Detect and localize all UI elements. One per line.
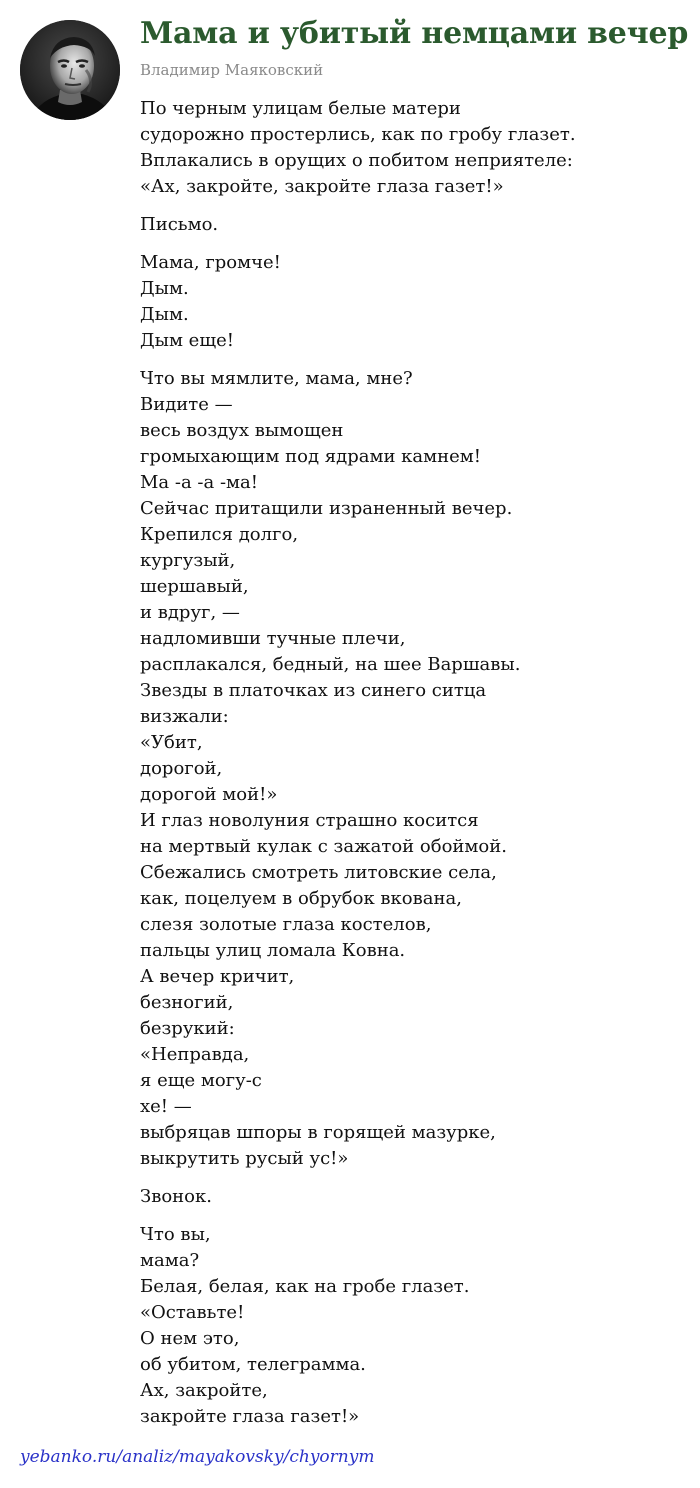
source-link[interactable]: yebanko.ru/analiz/mayakovsky/chyornym bbox=[20, 1447, 375, 1467]
poem-line: и вдруг, — bbox=[140, 602, 240, 623]
poem-line: Дым. bbox=[140, 304, 189, 325]
poem-line: Что вы мямлите, мама, мне? bbox=[140, 368, 413, 389]
poem-line: Сбежались смотреть литовские села, bbox=[140, 862, 497, 883]
author-avatar bbox=[20, 20, 120, 120]
poem-line: Сейчас притащили израненный вечер. bbox=[140, 498, 513, 519]
poem-line: Письмо. bbox=[140, 214, 219, 235]
poem-line: кургузый, bbox=[140, 550, 236, 571]
poem-line: Звонок. bbox=[140, 1186, 212, 1207]
poem-line: как, поцелуем в обрубок вкована, bbox=[140, 888, 462, 909]
poem-line: По черным улицам белые матери bbox=[140, 98, 461, 119]
poem-line: судорожно простерлись, как по гробу глазет. bbox=[140, 124, 576, 145]
poem-line: «Оставьте! bbox=[140, 1302, 245, 1323]
poem-line: «Ах, закройте, закройте глаза газет!» bbox=[140, 176, 504, 197]
author-name: Владимир Маяковский bbox=[140, 61, 324, 79]
poem-line: И глаз новолуния страшно косится bbox=[140, 810, 479, 831]
poem-line: Вплакались в орущих о побитом неприятеле: bbox=[140, 150, 573, 171]
poem-line: «Неправда, bbox=[140, 1044, 250, 1065]
stanza bbox=[140, 1184, 690, 1210]
stanza bbox=[140, 212, 690, 238]
poem-line: выбряцав шпоры в горящей мазурке, bbox=[140, 1122, 496, 1143]
poem-line: Ма -а -а -ма! bbox=[140, 472, 259, 493]
poem-line: безрукий: bbox=[140, 1018, 235, 1039]
poem-line: я еще могу-с bbox=[140, 1070, 262, 1091]
poem-line: Белая, белая, как на гробе глазет. bbox=[140, 1276, 470, 1297]
poem-line: громыхающим под ядрами камнем! bbox=[140, 446, 482, 467]
poem-line: пальцы улиц ломала Ковна. bbox=[140, 940, 406, 961]
author-portrait-icon bbox=[20, 20, 120, 120]
poem-line: Видите — bbox=[140, 394, 233, 415]
poem-title: Мама и убитый немцами вечер bbox=[140, 16, 689, 51]
stanza bbox=[140, 96, 690, 200]
poem-line: Ах, закройте, bbox=[140, 1380, 268, 1401]
poem-body bbox=[140, 96, 690, 1442]
stanza bbox=[140, 1222, 690, 1430]
poem-line: Что вы, bbox=[140, 1224, 211, 1245]
poem-line: надломивши тучные плечи, bbox=[140, 628, 406, 649]
poem-line: Мама, громче! bbox=[140, 252, 281, 273]
poem-line: закройте глаза газет!» bbox=[140, 1406, 360, 1427]
poem-line: О нем это, bbox=[140, 1328, 240, 1349]
poem-line: Дым еще! bbox=[140, 330, 234, 351]
poem-line: безногий, bbox=[140, 992, 234, 1013]
poem-line: на мертвый кулак с зажатой обоймой. bbox=[140, 836, 507, 857]
poem-line: Дым. bbox=[140, 278, 189, 299]
poem-line: Звезды в платочках из синего ситца bbox=[140, 680, 487, 701]
poem-line: шершавый, bbox=[140, 576, 249, 597]
poem-line: расплакался, бедный, на шее Варшавы. bbox=[140, 654, 521, 675]
poem-line: слезя золотые глаза костелов, bbox=[140, 914, 432, 935]
poem-line: об убитом, телеграмма. bbox=[140, 1354, 366, 1375]
poem-line: хе! — bbox=[140, 1096, 192, 1117]
poem-line: мама? bbox=[140, 1250, 200, 1271]
poem-line: «Убит, bbox=[140, 732, 203, 753]
poem-line: дорогой мой!» bbox=[140, 784, 278, 805]
poem-line: выкрутить русый ус!» bbox=[140, 1148, 349, 1169]
poem-line: весь воздух вымощен bbox=[140, 420, 344, 441]
poem-line: визжали: bbox=[140, 706, 229, 727]
poem-line: Крепился долго, bbox=[140, 524, 299, 545]
stanza bbox=[140, 366, 690, 1172]
stanza bbox=[140, 250, 690, 354]
poem-line: А вечер кричит, bbox=[140, 966, 295, 987]
poem-line: дорогой, bbox=[140, 758, 223, 779]
